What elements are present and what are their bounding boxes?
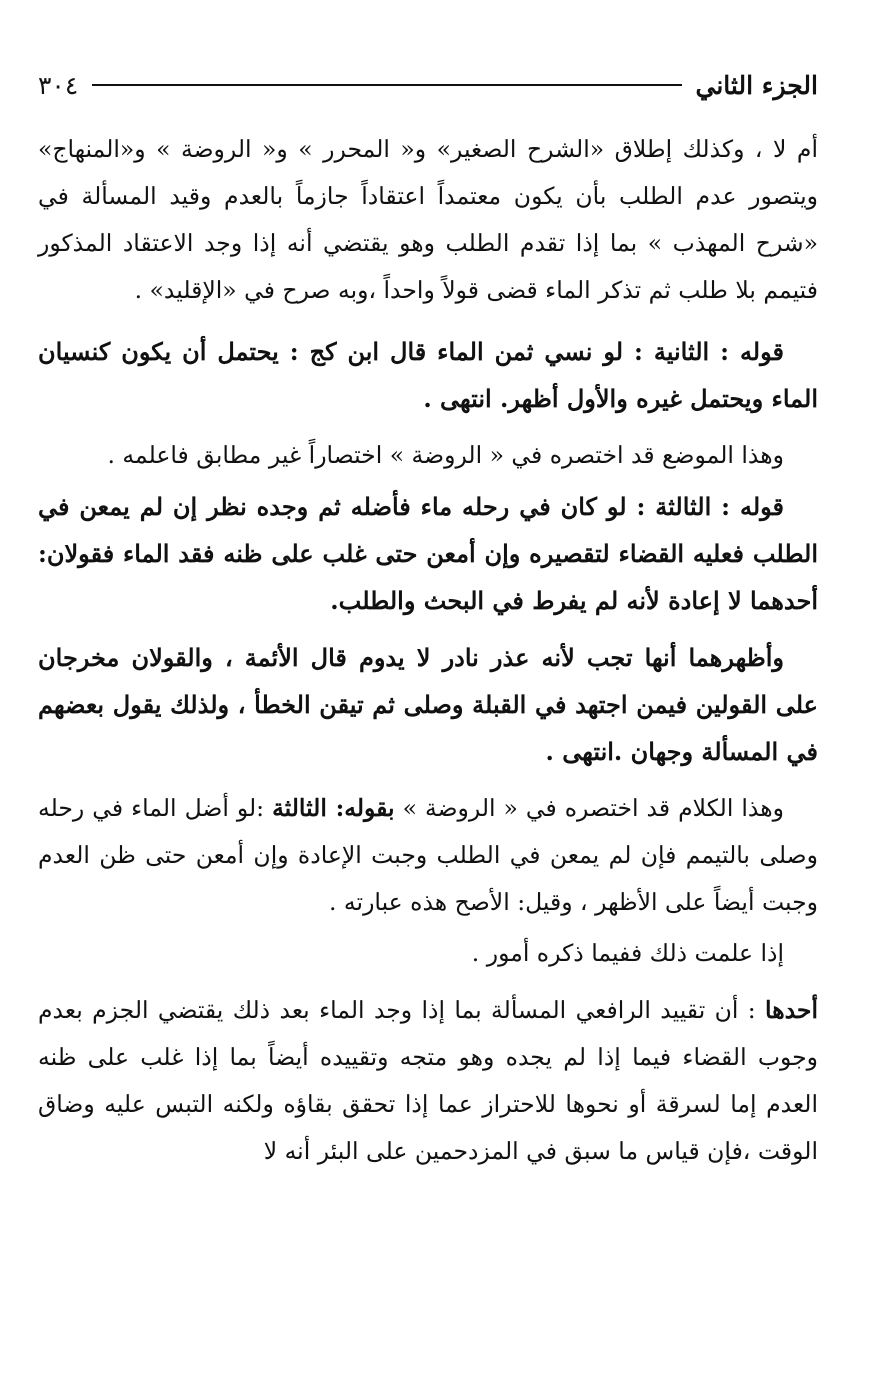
running-title: الجزء الثاني [695,70,818,100]
header-rule [92,84,681,86]
page-header [38,60,818,110]
page-body [38,126,818,1175]
paragraph-2: قوله : الثانية : لو نسي ثمن الماء قال ابن كج : يحتمل أن يكون كنسيان الماء ويحتمل غيره والأول أظهر. انتهى . [38,337,818,413]
paragraph-1: أم لا ، وكذلك إطلاق «الشرح الصغير» و« المحرر » و« الروضة » و«المنهاج» ويتصور عدم الطلب بأن يكون معتمداً اعتقاداً جازماً بالعدم وقيد المسألة في «شرح المهذب » بما إذا تقدم الطلب وهو يقتضي أنه إذا وجد الاعتقاد المذكور فتيمم بلا طلب ثم تذكر الماء قضى قولاً واحداً ،وبه صرح في «الإقليد» . [38,135,818,304]
paragraph-5: وأظهرهما أنها تجب لأنه عذر نادر لا يدوم قال الأئمة ، والقولان مخرجان على القولين فيمن اجتهد في القبلة وصلى ثم تيقن الخطأ ، ولذلك يقول بعضهم في المسألة وجهان .انتهى . [38,643,818,766]
paragraph-4: قوله : الثالثة : لو كان في رحله ماء فأضله ثم وجده نظر إن لم يمعن في الطلب فعليه القضاء لتقصيره وإن أمعن حتى غلب على ظنه فقد الماء فقولان: أحدهما لا إعادة لأنه لم يفرط في البحث والطلب. [38,492,818,615]
book-page [38,60,818,1175]
paragraph-6-part-b: :لو أضل الماء في رحله وصلى بالتيمم فإن لم يمعن في الطلب وجبت الإعادة وإن أمعن حتى ظن العدم وجبت أيضاً على الأظهر ، وقيل: الأصح هذه عبارته . [38,794,818,916]
paragraph-3: وهذا الموضع قد اختصره في « الروضة » اختصاراً غير مطابق فاعلمه . [107,441,784,469]
paragraph-8-bold: أحدها [765,996,818,1024]
paragraph-7: إذا علمت ذلك ففيما ذكره أمور . [471,939,784,967]
paragraph-6-bold: بقوله: الثالثة [272,794,395,822]
paragraph-8-rest: : أن تقييد الرافعي المسألة بما إذا وجد الماء بعد ذلك يقتضي الجزم بعدم وجوب القضاء فيما إذا لم يجده وهو متجه وتقييده أيضاً بما إذا غلب على ظنه العدم إما لسرقة أو نحوها للاحتراز عما إذا تحقق بقاؤه ولكنه التبس عليه وضاق الوقت ،فإن قياس ما سبق في المزدحمين على البئر أنه لا [38,996,818,1165]
paragraph-8 [38,987,818,1175]
page-number: ٣٠٤ [38,70,79,100]
paragraph-6-part-a: وهذا الكلام قد اختصره في « الروضة » [394,794,784,822]
paragraph-6 [38,785,818,926]
